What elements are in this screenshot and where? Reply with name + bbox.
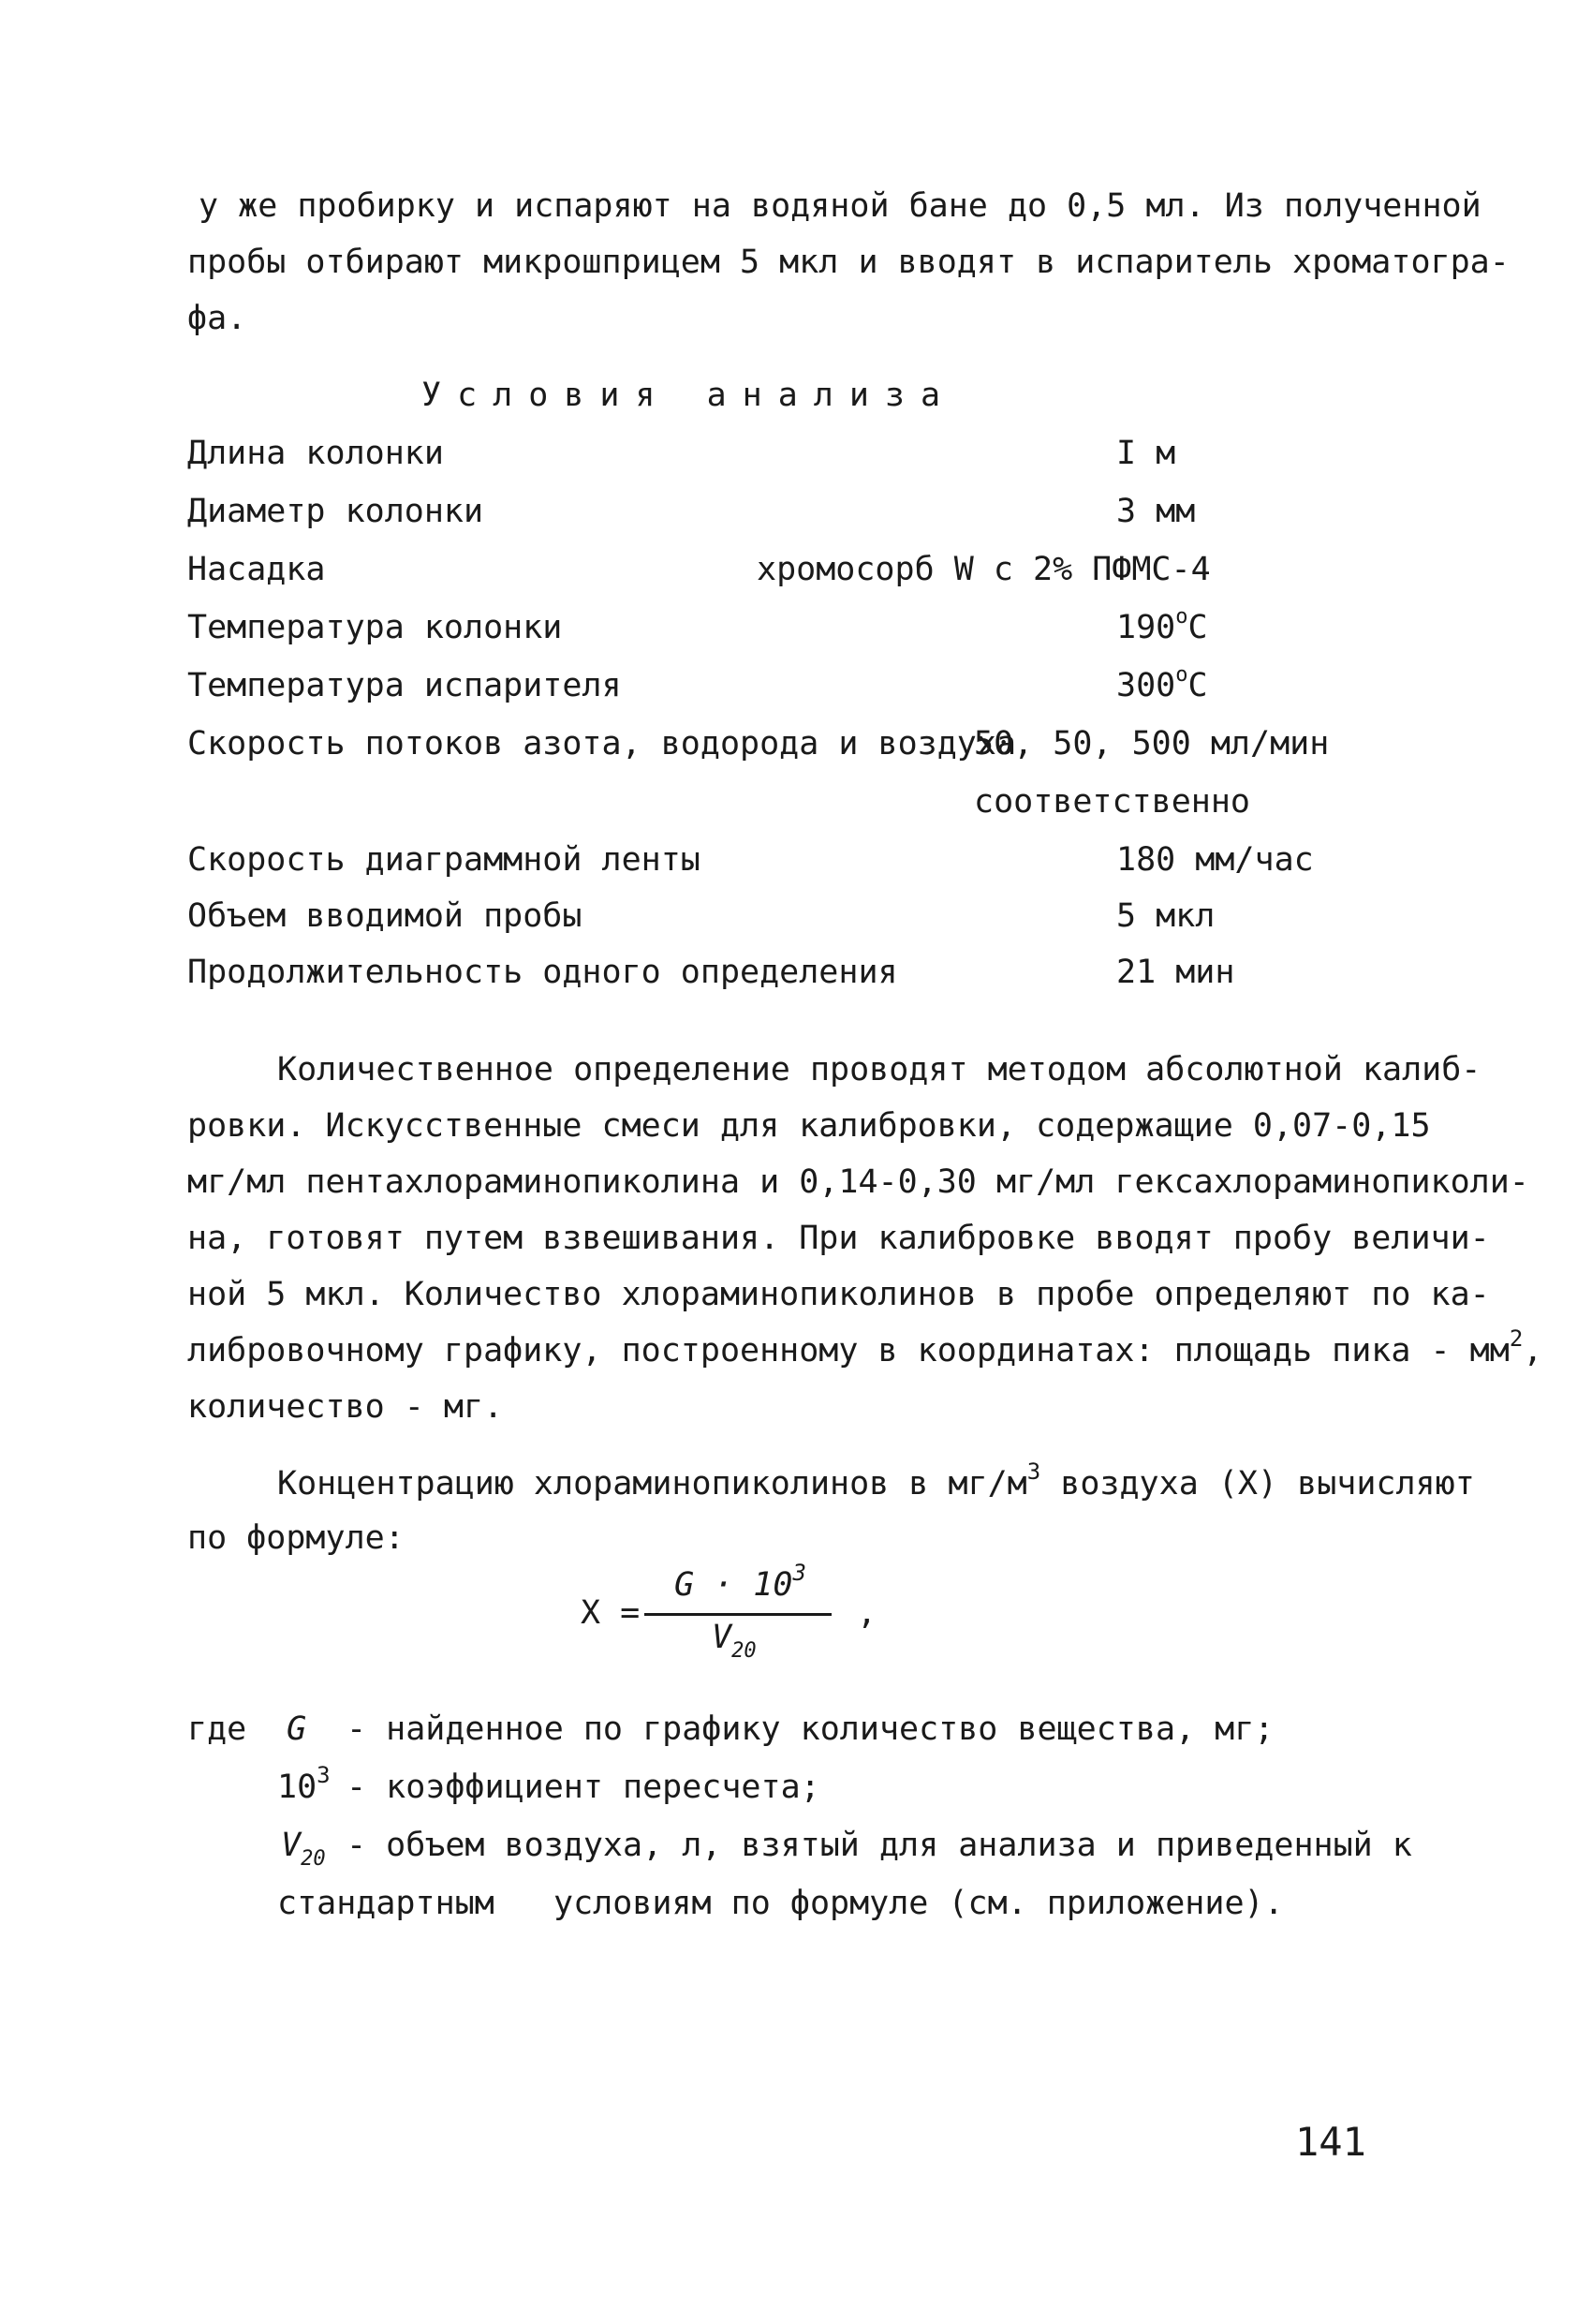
condition-value-note: соответственно bbox=[974, 783, 1251, 821]
condition-value: 180 мм/час bbox=[1116, 841, 1314, 879]
formula-numerator: $G \cdot 10^3$ bbox=[674, 1560, 806, 1604]
conditions-heading: Условия анализа bbox=[421, 377, 957, 414]
condition-value: I м bbox=[1116, 435, 1176, 472]
concentration-line-2: по формуле: bbox=[187, 1519, 405, 1557]
condition-label: Скорость потоков азота, водорода и воздуха bbox=[187, 725, 1017, 762]
where-symbol: $10^3$ bbox=[277, 1762, 331, 1806]
calibration-line-6: либровочному графику, построенному в координатах: площадь пика - $мм^2$, bbox=[187, 1325, 1543, 1369]
calibration-line-3: мг/мл пентахлораминопиколина и 0,14-0,30 мг/мл гексахлораминопиколи- bbox=[187, 1163, 1529, 1201]
formula-denominator: $V_{20}$ bbox=[712, 1619, 757, 1663]
where-word: где bbox=[187, 1710, 247, 1748]
calibration-line-1: Количественное определение проводят методом абсолютной калиб- bbox=[277, 1051, 1481, 1088]
calibration-line-5: ной 5 мкл. Количество хлораминопиколинов в пробе определяют по ка- bbox=[187, 1276, 1490, 1313]
condition-label: Температура испарителя bbox=[187, 667, 622, 704]
where-definition: - объем воздуха, л, взятый для анализа и приведенный к bbox=[346, 1827, 1412, 1864]
fraction-bar bbox=[644, 1613, 832, 1616]
condition-label: Насадка bbox=[187, 551, 326, 588]
condition-label: Температура колонки bbox=[187, 609, 563, 646]
where-definition: - найденное по графику количество вещества, мг; bbox=[346, 1710, 1275, 1748]
condition-label: Диаметр колонки bbox=[187, 493, 484, 530]
intro-line-1: у же пробирку и испаряют на водяной бане до 0,5 мл. Из полученной bbox=[199, 187, 1481, 225]
condition-value: 3 мм bbox=[1116, 493, 1196, 530]
condition-label: Объем вводимой пробы bbox=[187, 897, 582, 935]
condition-label: Продолжительность одного определения bbox=[187, 954, 898, 991]
condition-label: Длина колонки bbox=[187, 435, 444, 472]
where-symbol: G bbox=[287, 1710, 307, 1748]
where-continuation: стандартным условиям по формуле (см. приложение). bbox=[277, 1885, 1284, 1922]
condition-value: хромосорб W с 2% ПФМС-4 bbox=[757, 551, 1211, 588]
intro-line-3: фа. bbox=[187, 300, 247, 337]
condition-value: 190$^o$С bbox=[1116, 605, 1208, 646]
page-number: 141 bbox=[1295, 2119, 1366, 2165]
formula-lhs: X = bbox=[581, 1594, 641, 1632]
formula-comma: , bbox=[857, 1594, 877, 1632]
condition-label: Скорость диаграммной ленты bbox=[187, 841, 700, 879]
concentration-line-1: Концентрацию хлораминопиколинов в $мг/м^3$ воздуха (Х) вычисляют bbox=[277, 1458, 1475, 1502]
calibration-line-2: ровки. Искусственные смеси для калибровки, содержащие 0,07-0,15 bbox=[187, 1107, 1431, 1145]
where-symbol: $V_{20}$ bbox=[281, 1827, 326, 1871]
where-definition: - коэффициент пересчета; bbox=[346, 1769, 820, 1806]
calibration-line-4: на, готовят путем взвешивания. При калибровке вводят пробу величи- bbox=[187, 1220, 1490, 1257]
condition-value: 5 мкл bbox=[1116, 897, 1216, 935]
intro-line-2: пробы отбирают микрошприцем 5 мкл и вводят в испаритель хроматогра- bbox=[187, 244, 1510, 281]
condition-value: 50, 50, 500 мл/мин bbox=[974, 725, 1330, 762]
calibration-line-7: количество - мг. bbox=[187, 1388, 504, 1426]
condition-value: 21 мин bbox=[1116, 954, 1235, 991]
condition-value: 300$^o$С bbox=[1116, 663, 1208, 704]
formula bbox=[581, 1560, 890, 1667]
